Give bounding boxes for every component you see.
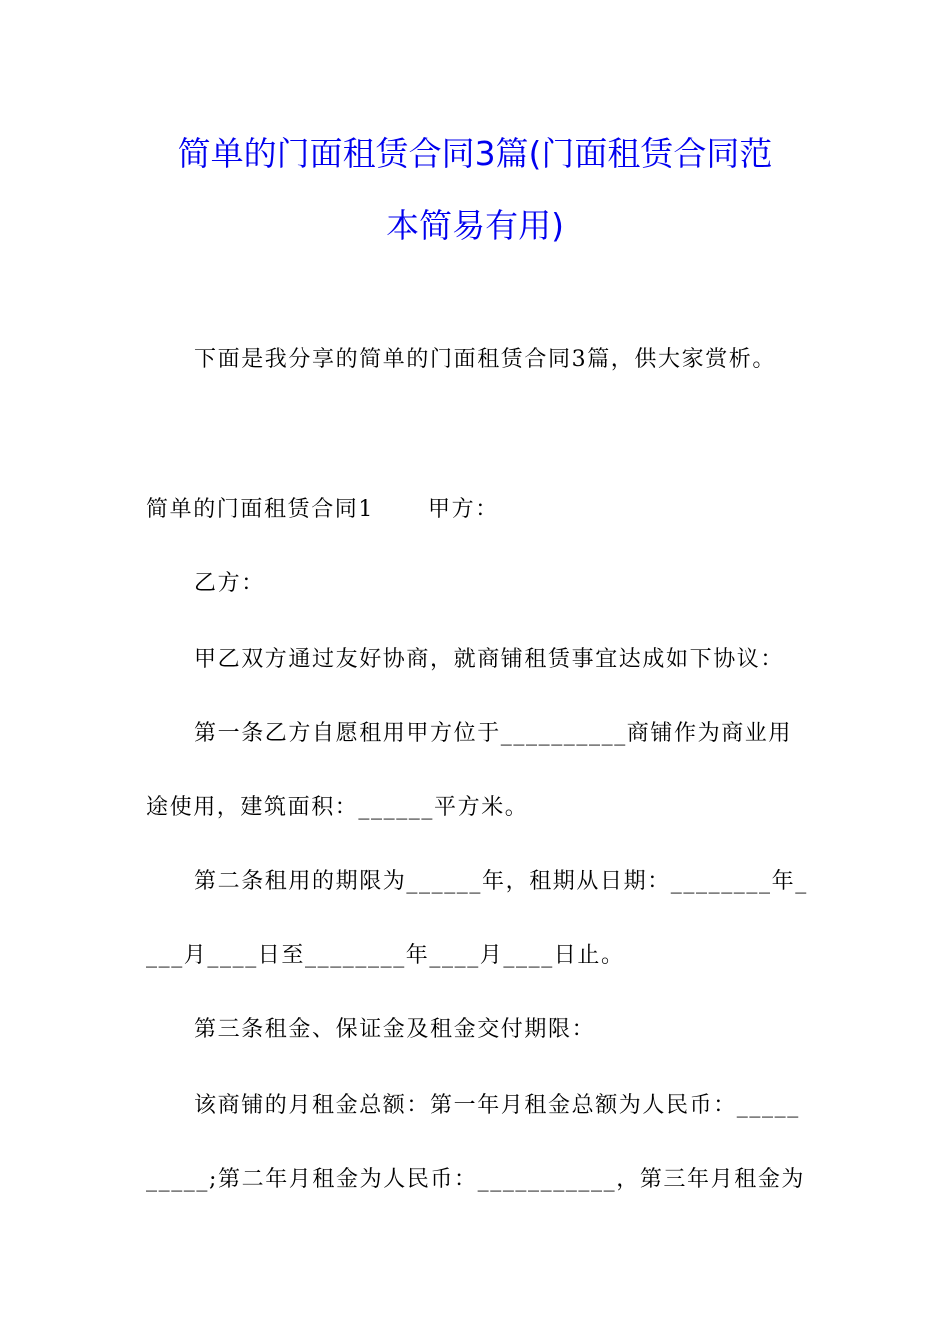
document-title-line-2: 本简易有用) [386, 206, 564, 245]
article-2-line-1: 第二条租用的期限为______年，租期从日期：________年_ [194, 869, 808, 894]
intro-paragraph: 下面是我分享的简单的门面租赁合同3篇，供大家赏析。 [194, 347, 776, 372]
rent-line-1: 该商铺的月租金总额：第一年月租金总额为人民币：_____ [194, 1093, 800, 1118]
party-a-label: 甲方： [428, 497, 499, 522]
article-1-line-1: 第一条乙方自愿租用甲方位于__________商铺作为商业用 [194, 721, 793, 746]
rent-line-2: _____;第二年月租金为人民币：___________，第三年月租金为 [146, 1167, 806, 1192]
party-b-label: 乙方： [194, 571, 265, 596]
document-title-line-1: 简单的门面租赁合同3篇(门面租赁合同范 [177, 134, 773, 173]
preamble-paragraph: 甲乙双方通过友好协商，就商铺租赁事宜达成如下协议： [194, 647, 785, 672]
article-2-line-2: ___月____日至________年____月____日止。 [146, 943, 625, 968]
article-3-heading: 第三条租金、保证金及租金交付期限： [194, 1017, 596, 1042]
contract-heading: 简单的门面租赁合同1 [146, 497, 374, 522]
article-1-line-2: 途使用，建筑面积：______平方米。 [146, 795, 529, 820]
